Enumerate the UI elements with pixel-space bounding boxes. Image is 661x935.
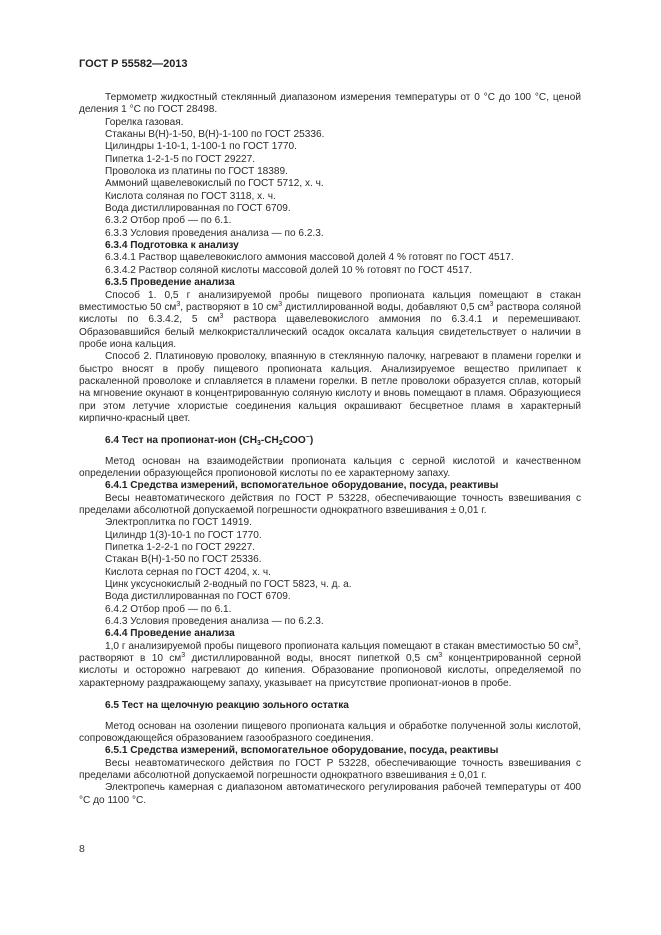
heading-6-3-5: 6.3.5 Проведение анализа	[105, 277, 235, 289]
paragraph-method-1: Способ 1. 0,5 г анализируемой пробы пищевого пропионата кальция помещают в стакан вместимостью 50 $см^3$, растворяют в 10 $см^3$ дистиллированной воды, добавляют 0,5 $см^3$ раствора соляной кислоты по 6.3.4.2, 5 $см^3$ раствора щавелевокислого аммония по 6.3.4.1 и перемешивают. Образовавшийся белый мелкокристаллический осадок оксалата кальция свидетельствует о наличии в пробе иона кальция.	[79, 289, 582, 350]
list-item: Электроплитка по ГОСТ 14919.	[105, 517, 252, 529]
paragraph-method-2: Способ 2. Платиновую проволоку, впаянную в стеклянную палочку, нагревают в пламени горелки и быстро вносят в пробу пищевого пропионата кальция. Анализируемое вещество прилипает к раскаленной проволоке и сплавляется в пламени горелки. В петле проволоки образуется сплав, который на мгновение окунают в концентрированную соляную кислоту и вновь помещают в пламя. Образующиеся при этом летучие хлористые соединения кальция окрашивают бесцветное пламя в характерный кирпично-красный цвет.	[79, 351, 581, 424]
section-title-6-5: 6.5 Тест на щелочную реакцию зольного остатка	[105, 700, 349, 712]
list-item: Цилиндры 1-10-1, 1-100-1 по ГОСТ 1770.	[105, 141, 297, 153]
paragraph-6-4-intro: Метод основан на взаимодействии пропионата кальция с серной кислотой и качественном определении образующейся пропионовой кислоты по ее характерному запаху.	[79, 455, 581, 479]
list-item: Стаканы В(Н)-1-50, В(Н)-1-100 по ГОСТ 25336.	[105, 129, 325, 141]
paragraph-thermometer: Термометр жидкостный стеклянный диапазоном измерения температуры от 0 °С до 100 °С, ценой деления 1 °С по ГОСТ 28498.	[79, 92, 581, 116]
heading-6-4-4: 6.4.4 Проведение анализа	[105, 628, 235, 640]
list-item: Вода дистиллированная по ГОСТ 6709.	[105, 591, 291, 603]
list-item: 6.4.2 Отбор проб — по 6.1.	[105, 603, 232, 615]
list-item: Стакан В(Н)-1-50 по ГОСТ 25336.	[105, 554, 262, 566]
paragraph-6-4-4: 1,0 г анализируемой пробы пищевого пропионата кальция помещают в стакан вместимостью 50 $см^3$, растворяют в 10 $см^3$ дистиллированной воды, вносят пипеткой 0,5 $см^3$ концентрированной серной кислоты и осторожно нагревают до кипения. Образование пропионовой кислоты, определяемой по характерному раздражающему запаху, указывает на присутствие пропионат-ионов в пробе.	[79, 639, 581, 689]
list-item: Проволока из платины по ГОСТ 18389.	[105, 166, 288, 178]
list-item: Аммоний щавелевокислый по ГОСТ 5712, х. ч.	[105, 178, 324, 190]
paragraph-6-5-intro: Метод основан на озолении пищевого пропионата кальция и обработке полученной золы кислотой, сопровождающейся образованием газообразного соединения.	[79, 720, 581, 744]
paragraph-6-5-scales: Весы неавтоматического действия по ГОСТ Р 53228, обеспечивающие точность взвешивания с пределами абсолютной допускаемой погрешности однократного взвешивания ± 0,01 г.	[79, 757, 581, 781]
document-header: ГОСТ Р 55582—2013	[79, 58, 188, 70]
list-item: Пипетка 1-2-1-5 по ГОСТ 29227.	[105, 153, 256, 165]
list-item: Горелка газовая.	[105, 116, 184, 128]
list-item: Цилиндр 1(3)-10-1 по ГОСТ 1770.	[105, 529, 262, 541]
list-item: Цинк уксуснокислый 2-водный по ГОСТ 5823, ч. д. а.	[105, 579, 352, 591]
heading-6-4-1: 6.4.1 Средства измерений, вспомогательное оборудование, посуда, реактивы	[105, 480, 499, 492]
list-item: 6.3.2 Отбор проб — по 6.1.	[105, 215, 232, 227]
list-item: Пипетка 1-2-2-1 по ГОСТ 29227.	[105, 542, 256, 554]
paragraph-6-3-4-2: 6.3.4.2 Раствор соляной кислоты массовой долей 10 % готовят по ГОСТ 4517.	[105, 264, 473, 276]
paragraph-6-5-furnace: Электропечь камерная с диапазоном автоматического регулирования рабочей температуры от 400 °С до 1100 °С.	[79, 782, 581, 806]
page-number: 8	[79, 843, 85, 855]
heading-6-5-1: 6.5.1 Средства измерений, вспомогательное оборудование, посуда, реактивы	[105, 745, 499, 757]
list-item: 6.3.3 Условия проведения анализа — по 6.2.3.	[105, 227, 324, 239]
heading-6-3-4: 6.3.4 Подготовка к анализу	[105, 240, 239, 252]
list-item: 6.4.3 Условия проведения анализа — по 6.2.3.	[105, 616, 324, 628]
section-title-6-4: 6.4 Тест на пропионат-ион $(CH_3-CH_2COO^-)$	[105, 434, 314, 448]
list-item: Кислота соляная по ГОСТ 3118, х. ч.	[105, 190, 276, 202]
list-item: Вода дистиллированная по ГОСТ 6709.	[105, 203, 291, 215]
page-body	[79, 92, 581, 807]
paragraph-6-3-4-1: 6.3.4.1 Раствор щавелевокислого аммония массовой долей 4 % готовят по ГОСТ 4517.	[105, 252, 514, 264]
list-item: Кислота серная по ГОСТ 4204, х. ч.	[105, 566, 271, 578]
paragraph-6-4-scales: Весы неавтоматического действия по ГОСТ Р 53228, обеспечивающие точность взвешивания с пределами абсолютной допускаемой погрешности однократного взвешивания ± 0,01 г.	[79, 492, 581, 516]
